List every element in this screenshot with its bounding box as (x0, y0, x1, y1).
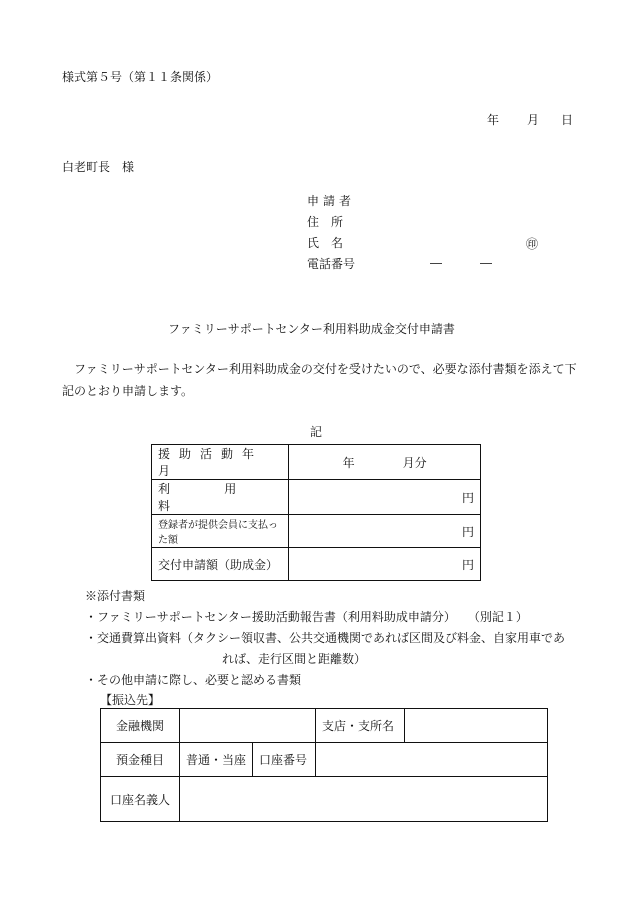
activity-month-value[interactable]: 年 月分 (289, 445, 481, 480)
applicant-heading: 申請者 (307, 194, 356, 208)
usage-fee-value[interactable]: 円 (289, 480, 481, 515)
table-row (152, 480, 481, 515)
account-type-label: 預金種目 (101, 743, 180, 777)
name-label: 氏 名 (307, 236, 344, 250)
paid-amount-label: 登録者が提供会員に支払った額 (152, 515, 289, 548)
table-row (152, 515, 481, 548)
table-row (101, 777, 548, 822)
list-item: ・ファミリーサポートセンター援助活動報告書（利用料助成申請分） （別記１） (85, 610, 528, 624)
phone-dash-1: ― (430, 256, 442, 270)
list-item: ・その他申請に際し、必要と認める書類 (85, 673, 302, 687)
grant-amount-label: 交付申請額（助成金） (152, 548, 289, 581)
address-label: 住 所 (307, 215, 344, 229)
account-type-value[interactable]: 普通・当座 (180, 743, 253, 777)
table-row (101, 709, 548, 743)
grant-amount-value[interactable]: 円 (289, 548, 481, 581)
activity-month-label: 援助活動年月 (152, 445, 289, 480)
paid-amount-value[interactable]: 円 (289, 515, 481, 548)
branch-label: 支店・支所名 (316, 709, 405, 743)
attachments-heading: ※添付書類 (85, 589, 146, 603)
usage-fee-label: 利用料 (152, 480, 289, 515)
date-day: 日 (561, 113, 574, 127)
bank-input[interactable] (180, 709, 316, 743)
request-body: ファミリーサポートセンター利用料助成金の交付を受けたいので、必要な添付書類を添えて下記のとおり申請します。 (62, 362, 577, 398)
phone-dash-2: ― (480, 256, 492, 270)
account-holder-input[interactable] (180, 777, 548, 822)
date-month: 月 (527, 113, 540, 127)
seal-mark: ㊞ (526, 237, 539, 251)
branch-input[interactable] (405, 709, 548, 743)
transfer-heading: 【振込先】 (100, 693, 161, 707)
addressee: 白老町長 様 (62, 160, 135, 174)
form-number: 様式第５号（第１１条関係） (62, 70, 219, 84)
transfer-table (100, 708, 548, 822)
table-row (101, 743, 548, 777)
account-holder-label: 口座名義人 (101, 777, 180, 822)
list-item: ・交通費算出資料（タクシー領収書、公共交通機関であれば区間及び料金、自家用車であ (85, 631, 566, 645)
applicant-block (307, 192, 357, 276)
bank-label: 金融機関 (101, 709, 180, 743)
ki-mark: 記 (310, 425, 323, 439)
attachments-list (85, 586, 565, 691)
account-number-input[interactable] (316, 743, 548, 777)
list-item: れば、走行区間と距離数） (222, 652, 367, 666)
phone-label: 電話番号 (307, 257, 356, 271)
date-year: 年 (487, 113, 500, 127)
table-row (152, 548, 481, 581)
table-row (152, 445, 481, 480)
account-number-label: 口座番号 (253, 743, 316, 777)
application-table (151, 444, 481, 581)
document-title: ファミリーサポートセンター利用料助成金交付申請書 (168, 322, 455, 336)
